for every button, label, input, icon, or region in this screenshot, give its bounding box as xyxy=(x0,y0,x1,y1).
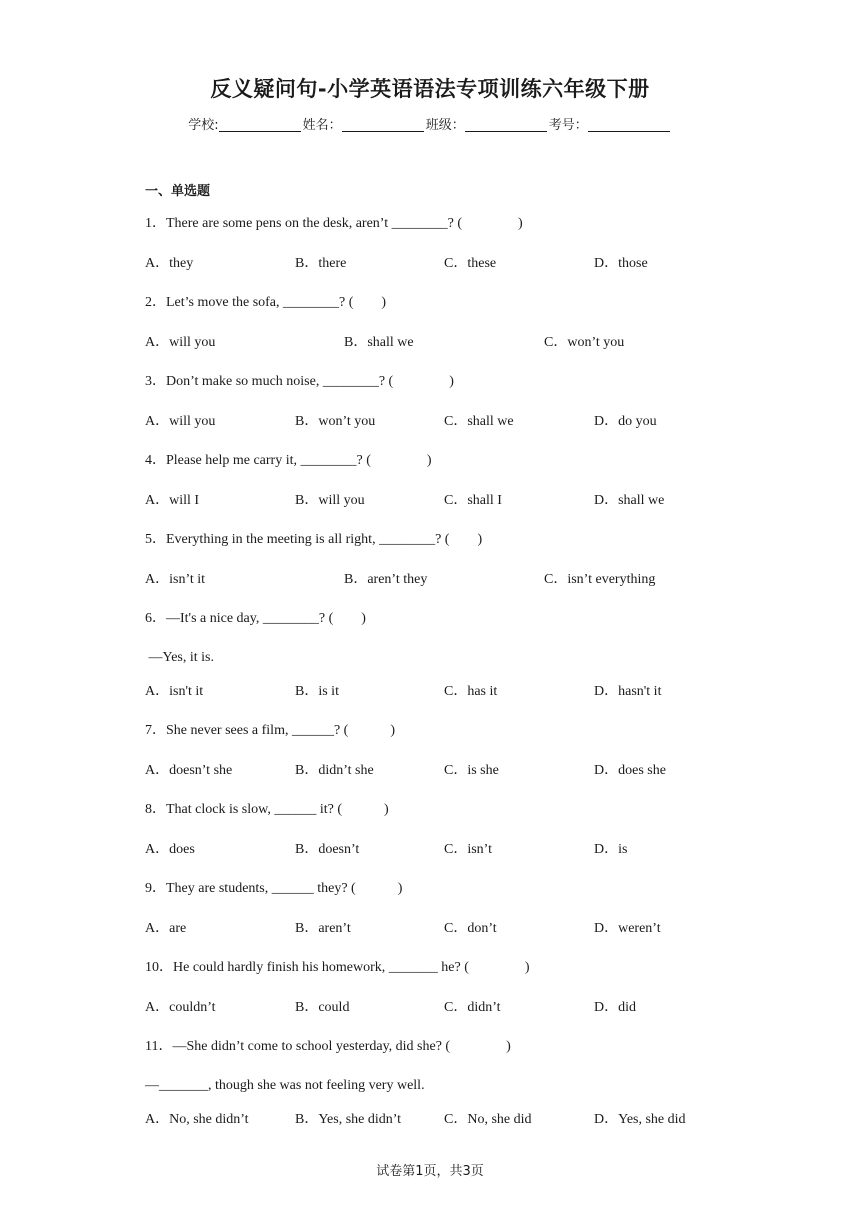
exam-no-label: 考号： xyxy=(548,118,588,133)
student-info-line xyxy=(0,114,860,133)
exam-no-blank xyxy=(588,117,670,132)
option-d: D．did xyxy=(594,1000,636,1015)
option-a: A．are xyxy=(145,921,187,936)
option-c: C．has it xyxy=(444,684,498,699)
question-stem: 3．Don’t make so much noise, ________? ( ) xyxy=(145,374,454,389)
option-b: B．Yes, she didn’t xyxy=(295,1112,402,1127)
school-label: 学校: xyxy=(188,118,219,133)
option-a: A．isn't it xyxy=(145,684,204,699)
option-c: C．is she xyxy=(444,763,499,778)
option-c: C．won’t you xyxy=(544,335,625,350)
option-a: A．doesn’t she xyxy=(145,763,233,778)
option-a: A．will you xyxy=(145,335,216,350)
question-stem: 1．There are some pens on the desk, aren’t ________? ( ) xyxy=(145,216,523,231)
option-c: C．didn’t xyxy=(444,1000,501,1015)
option-a: A．isn’t it xyxy=(145,572,206,587)
question-stem: 11．—She didn’t come to school yesterday, did she? ( ) xyxy=(145,1039,511,1054)
name-label: 姓名： xyxy=(302,118,342,133)
option-c: C．don’t xyxy=(444,921,497,936)
option-c: C．shall I xyxy=(444,493,502,508)
question-stem: 2．Let’s move the sofa, ________? ( ) xyxy=(145,295,387,310)
option-b: B．doesn’t xyxy=(295,842,360,857)
question-stem: 9．They are students, ______ they? ( ) xyxy=(145,881,403,896)
question-dialogue: —_______, though she was not feeling very well. xyxy=(145,1078,425,1093)
section-heading: 一、单选题 xyxy=(145,184,211,199)
option-b: B．is it xyxy=(295,684,339,699)
question-stem: 8．That clock is slow, ______ it? ( ) xyxy=(145,802,389,817)
option-a: A．will I xyxy=(145,493,200,508)
option-a: A．No, she didn’t xyxy=(145,1112,249,1127)
option-b: B．there xyxy=(295,256,347,271)
page-title: 反义疑问句-小学英语语法专项训练六年级下册 xyxy=(210,77,650,101)
option-b: B．aren’t xyxy=(295,921,351,936)
option-b: B．will you xyxy=(295,493,365,508)
question-dialogue: —Yes, it is. xyxy=(145,650,214,665)
name-blank xyxy=(342,117,424,132)
class-label: 班级： xyxy=(425,118,465,133)
school-blank xyxy=(219,117,301,132)
option-d: D．shall we xyxy=(594,493,665,508)
question-stem: 7．She never sees a film, ______? ( ) xyxy=(145,723,395,738)
option-b: B．aren’t they xyxy=(344,572,428,587)
option-b: B．won’t you xyxy=(295,414,376,429)
option-c: C．No, she did xyxy=(444,1112,532,1127)
option-a: A．couldn’t xyxy=(145,1000,216,1015)
option-d: D．weren’t xyxy=(594,921,661,936)
option-d: D．is xyxy=(594,842,628,857)
option-b: B．didn’t she xyxy=(295,763,374,778)
option-b: B．could xyxy=(295,1000,350,1015)
class-blank xyxy=(465,117,547,132)
option-c: C．isn’t xyxy=(444,842,492,857)
page-footer: 试卷第1页，共3页 xyxy=(376,1164,484,1179)
question-stem: 10．He could hardly finish his homework, _______ he? ( ) xyxy=(145,960,530,975)
option-c: C．shall we xyxy=(444,414,514,429)
option-c: C．these xyxy=(444,256,497,271)
option-d: D．Yes, she did xyxy=(594,1112,686,1127)
option-d: D．hasn't it xyxy=(594,684,662,699)
question-stem: 5．Everything in the meeting is all right, ________? ( ) xyxy=(145,532,483,547)
option-c: C．isn’t everything xyxy=(544,572,656,587)
option-a: A．does xyxy=(145,842,195,857)
option-d: D．those xyxy=(594,256,648,271)
question-stem: 6．—It's a nice day, ________? ( ) xyxy=(145,611,366,626)
option-d: D．does she xyxy=(594,763,666,778)
option-a: A．will you xyxy=(145,414,216,429)
option-b: B．shall we xyxy=(344,335,414,350)
option-d: D．do you xyxy=(594,414,657,429)
option-a: A．they xyxy=(145,256,194,271)
question-stem: 4．Please help me carry it, ________? ( ) xyxy=(145,453,432,468)
